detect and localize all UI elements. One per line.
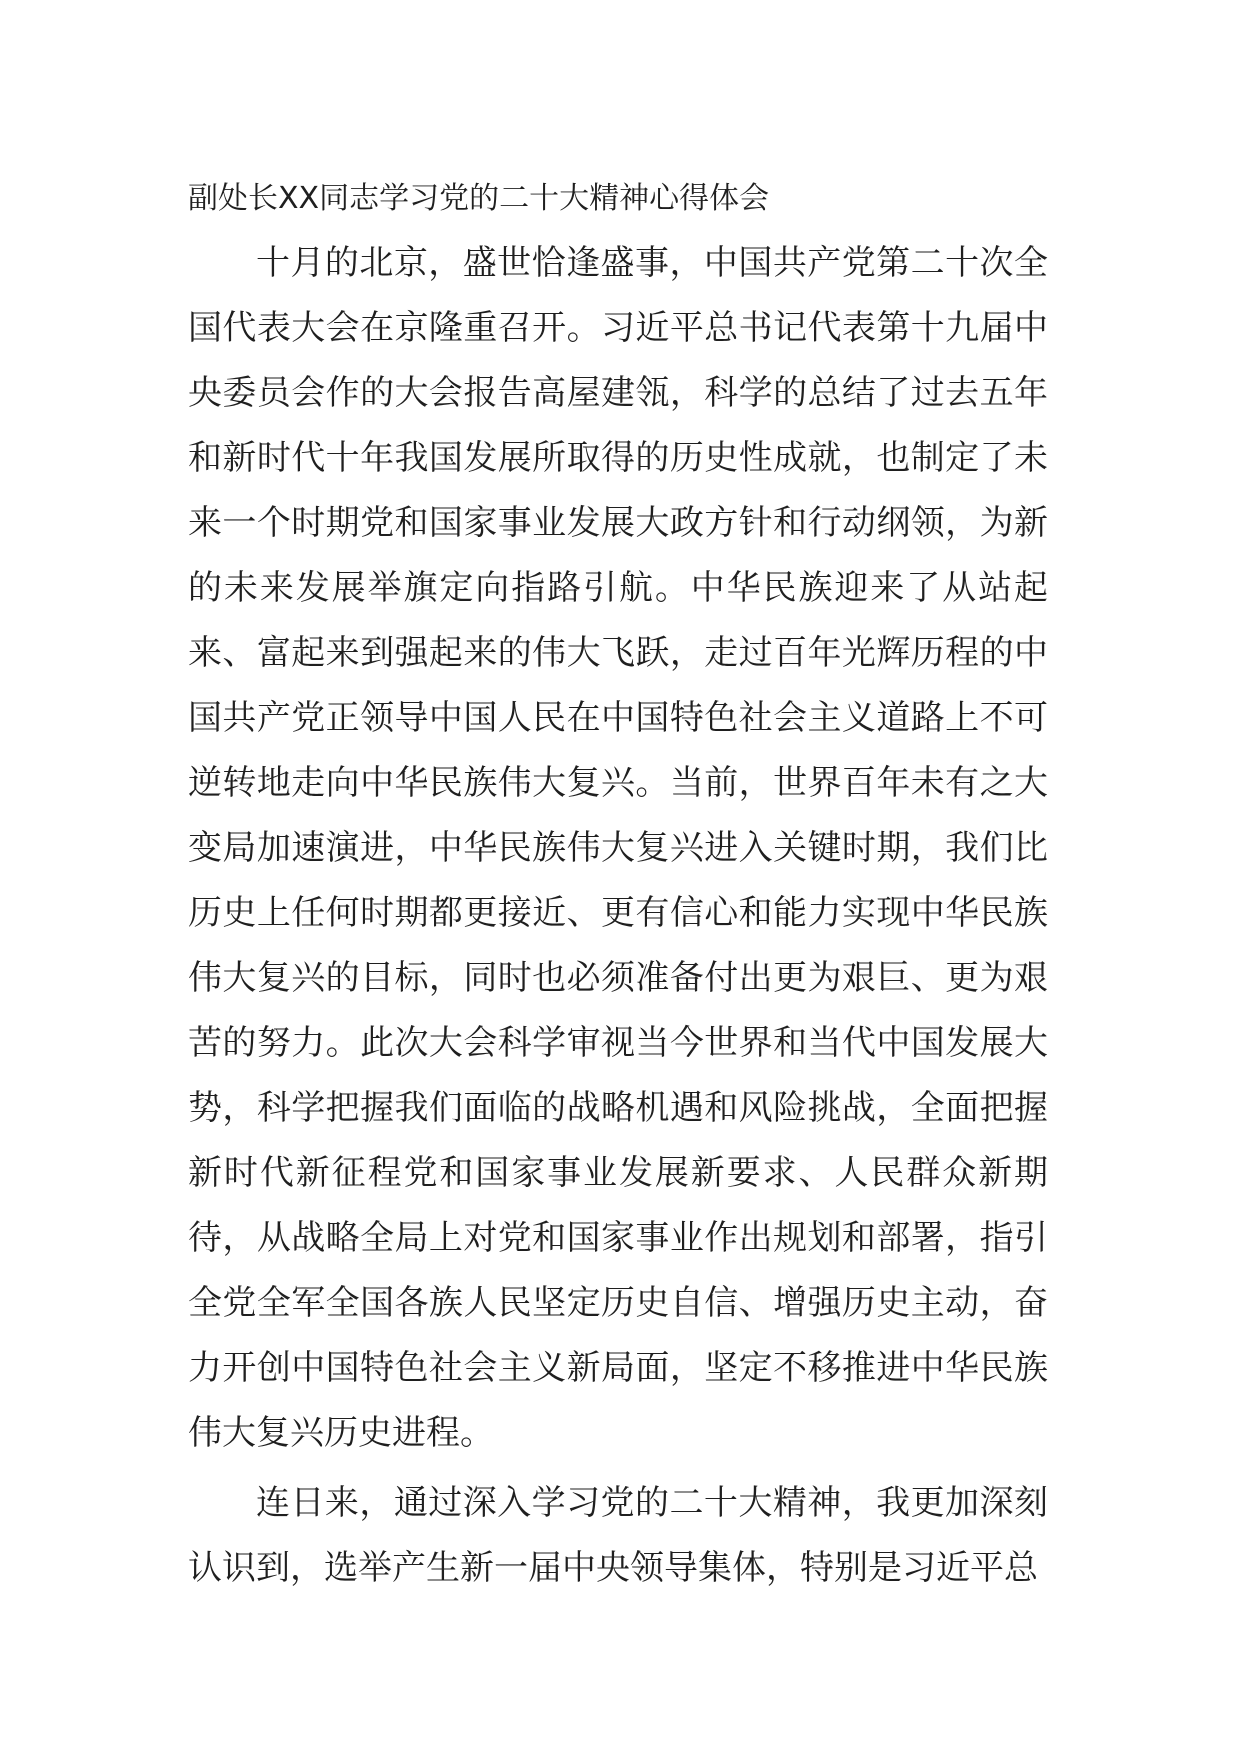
document-body: [188, 166, 1048, 1601]
document-title: 副处长XX同志学习党的二十大精神心得体会: [188, 181, 770, 216]
paragraph-1: 十月的北京，盛世恰逢盛事，中国共产党第二十次全国代表大会在京隆重召开。习近平总书记代表第十九届中央委员会作的大会报告高屋建瓴，科学的总结了过去五年和新时代十年我国发展所取得的历史性成就，也制定了未来一个时期党和国家事业发展大政方针和行动纲领，为新的未来发展举旗定向指路引航。中华民族迎来了从站起来、富起来到强起来的伟大飞跃，走过百年光辉历程的中国共产党正领导中国人民在中国特色社会主义道路上不可逆转地走向中华民族伟大复兴。当前，世界百年未有之大变局加速演进，中华民族伟大复兴进入关键时期，我们比历史上任何时期都更接近、更有信心和能力实现中华民族伟大复兴的目标，同时也必须准备付出更为艰巨、更为艰苦的努力。此次大会科学审视当今世界和当代中国发展大势，科学把握我们面临的战略机遇和风险挑战，全面把握新时代新征程党和国家事业发展新要求、人民群众新期待，从战略全局上对党和国家事业作出规划和部署，指引全党全军全国各族人民坚定历史自信、增强历史主动，奋力开创中国特色社会主义新局面，坚定不移推进中华民族伟大复兴历史进程。: [188, 243, 1048, 1453]
paragraph-2: 连日来，通过深入学习党的二十大精神，我更加深刻认识到，选举产生新一届中央领导集体，特别是习近平总: [188, 1483, 1048, 1588]
